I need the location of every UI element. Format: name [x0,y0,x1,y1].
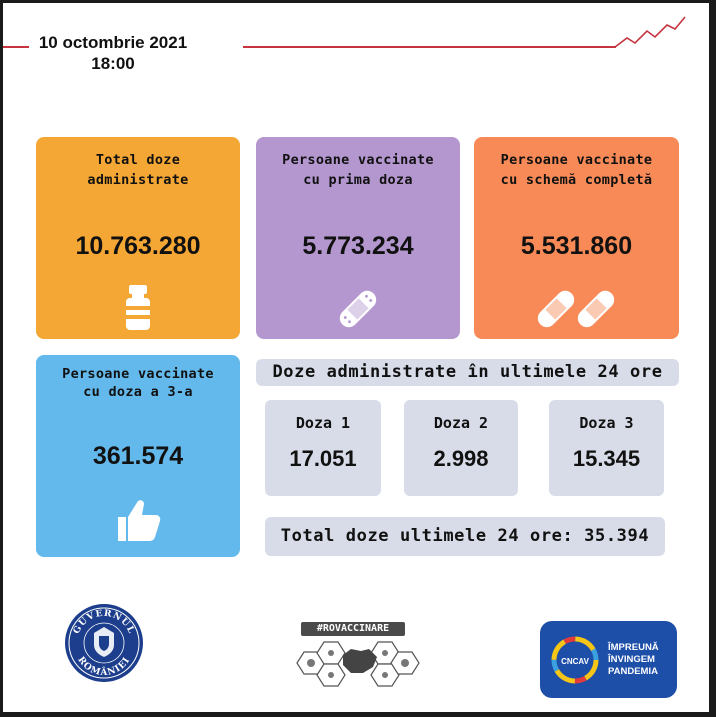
cncav-logo [540,621,677,698]
dose-3-label: Doza 3 [579,414,634,432]
bandage-icon [334,285,382,333]
dose-1-value: 17.051 [289,446,357,471]
two-bandages-icon [534,285,620,333]
report-datetime [33,32,193,74]
card-first-label-2: cu prima doza [303,172,413,188]
dose-2-label: Doza 2 [433,414,489,432]
card-third-value: 361.574 [92,442,184,470]
cncav-line-3: PANDEMIA [608,666,658,677]
card-total-doses [36,137,240,339]
card-first-dose [256,137,460,339]
card-third-dose [36,355,240,557]
last24-total: Total doze ultimele 24 ore: 35.394 [265,517,665,556]
card-complete-label-1: Persoane vaccinate [500,152,653,168]
card-complete-label-2: cu schemă completă [500,172,653,188]
dose-2-value: 2.998 [433,446,489,471]
dose-box-2 [404,400,518,496]
romania-map-hexagon-icons [287,639,427,687]
cncav-badge-text: CNCAV [561,657,589,666]
cncav-line-1: ÎMPREUNĂ [608,642,659,653]
cncav-circle-icon [546,631,604,689]
dose-box-1 [265,400,381,496]
gov-logo-top-text: GUVERNUL [71,608,137,636]
card-total-value: 10.763.280 [75,232,201,260]
card-complete-scheme [474,137,679,339]
trend-line-icon [613,13,688,51]
vaccine-vial-icon [123,285,153,331]
gov-logo-bottom-text: ROMÂNIEI [75,655,133,679]
rovaccinare-badge [301,622,405,636]
header-rule-left [3,46,29,48]
report-date: 10 octombrie 2021 [38,33,188,52]
government-seal-logo [63,602,145,684]
cncav-slogan [608,642,659,678]
dose-1-label: Doza 1 [295,414,351,432]
card-third-label-1: Persoane vaccinate [62,366,214,382]
last24-title: Doze administrate în ultimele 24 ore [256,359,679,386]
card-total-label-1: Total doze [95,152,181,168]
cncav-line-2: ÎNVINGEM [608,654,655,665]
infographic-page [3,3,709,712]
card-third-label-2: cu doza a 3-a [83,384,193,400]
rovaccinare-text: #ROVACCINARE [316,623,390,634]
card-first-label-1: Persoane vaccinate [282,152,434,168]
card-first-value: 5.773.234 [302,232,414,260]
report-time: 18:00 [91,54,135,73]
thumbs-up-icon [112,495,162,545]
card-complete-value: 5.531.860 [520,232,633,260]
dose-3-value: 15.345 [572,446,641,471]
card-total-label-2: administrate [87,172,189,188]
header-rule-right [243,46,616,48]
dose-box-3 [549,400,664,496]
